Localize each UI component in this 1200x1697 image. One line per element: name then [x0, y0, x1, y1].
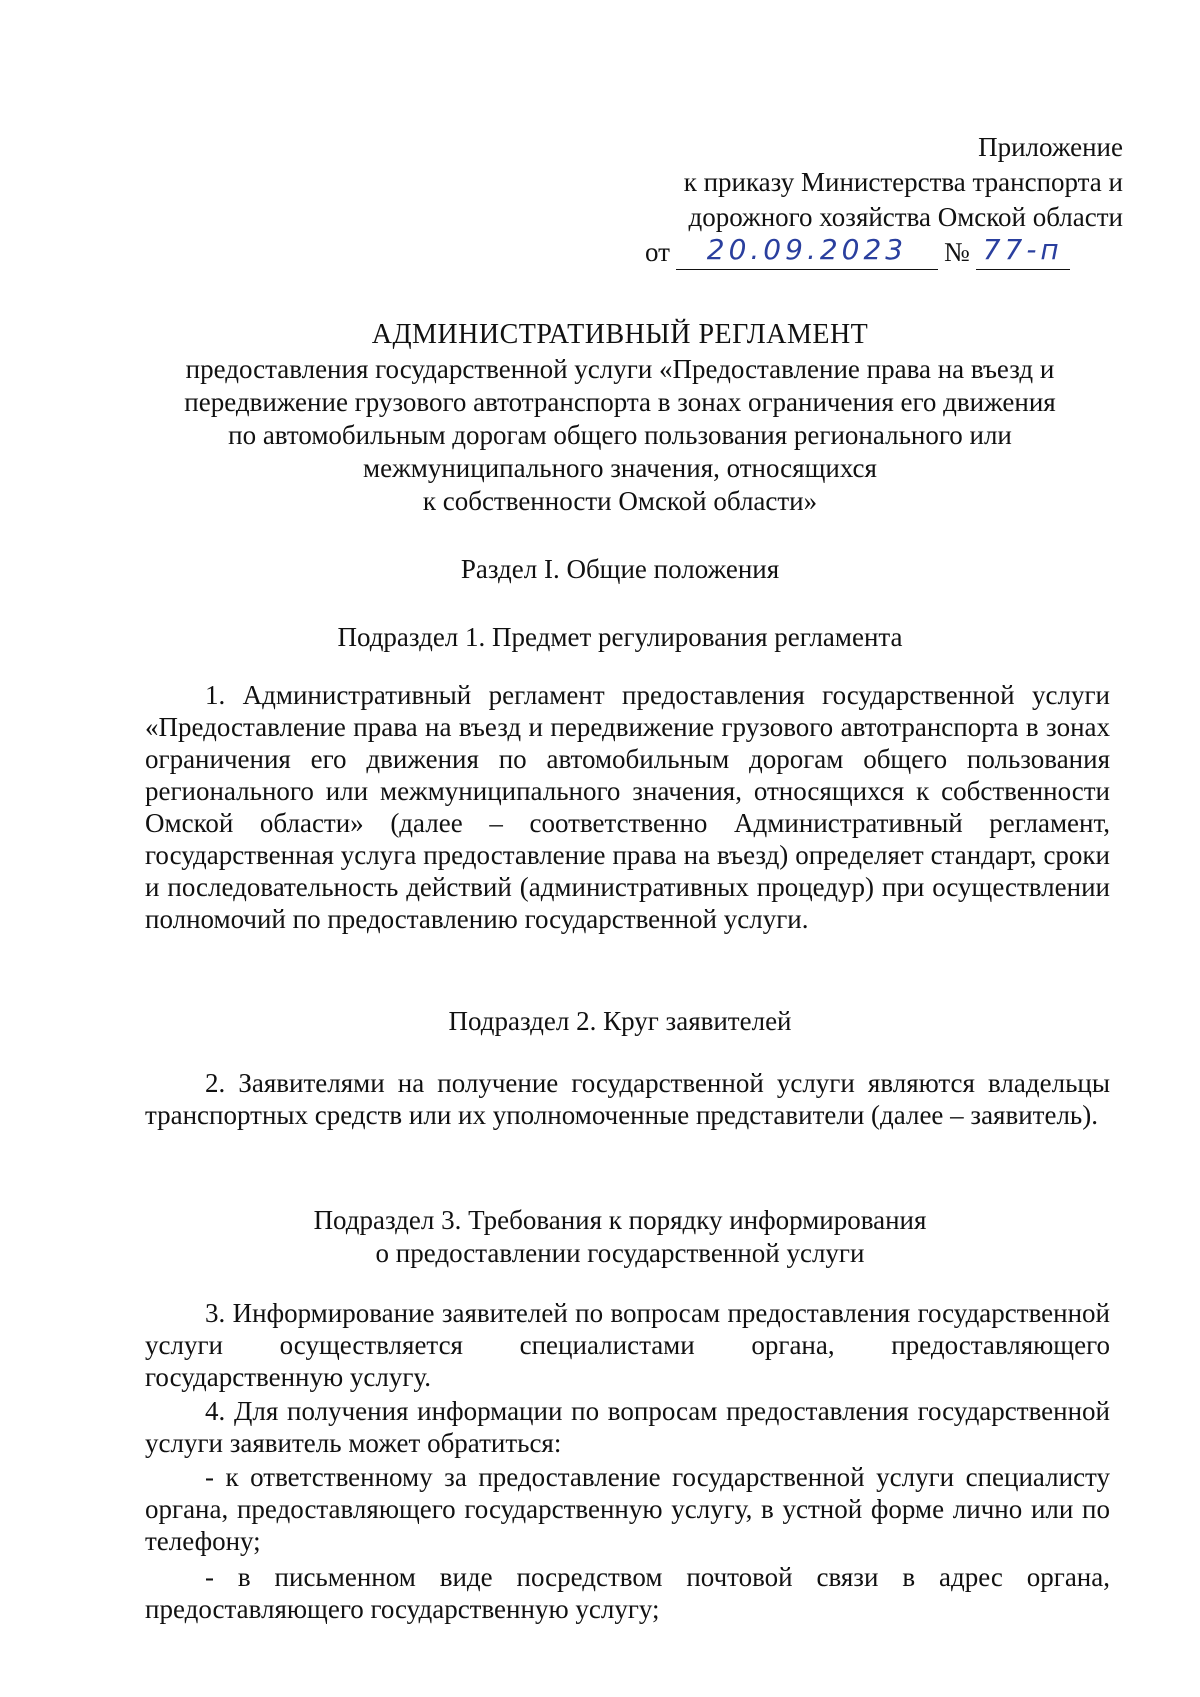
- section-heading: Раздел I. Общие положения: [460, 554, 780, 584]
- paragraph-1: 1. Административный регламент предоставления государственной услуги «Предоставление права на въезд и передвижение грузового автотранспорта в зонах ограничения его движения по автомобильным дорогам общего пользования регионального или межмуниципального значения, относящихся к собственности Омской области» (далее – соответственно Административный регламент, государственная услуга предоставление права на въезд) определяет стандарт, сроки и последовательность действий (административных процедур) при осуществлении полномочий по предоставлению государственной услуги.: [145, 680, 1110, 934]
- appendix-order-line1: к приказу Министерства транспорта и: [683, 167, 1123, 197]
- list-item: - к ответственному за предоставление государственной услуги специалисту органа, предоставляющего государственную услугу, в устной форме лично или по телефону;: [145, 1462, 1110, 1556]
- title-line: межмуниципального значения, относящихся: [363, 453, 877, 483]
- appendix-label: Приложение: [978, 132, 1123, 162]
- paragraph-3: 3. Информирование заявителей по вопросам предоставления государственной услуги осуществляется специалистами органа, предоставляющего государственную услугу.: [145, 1298, 1110, 1392]
- title-line: передвижение грузового автотранспорта в зонах ограничения его движения: [184, 387, 1056, 417]
- paragraph-2: 2. Заявителями на получение государственной услуги являются владельцы транспортных средств или их уполномоченные представители (далее – заявитель).: [145, 1068, 1110, 1130]
- date-field: [676, 235, 938, 270]
- subsection3-heading-line2: о предоставлении государственной услуги: [375, 1238, 865, 1268]
- order-date-number-row: [645, 235, 1123, 270]
- date-prefix: от: [645, 237, 670, 267]
- number-field: [976, 235, 1070, 270]
- title-main: АДМИНИСТРАТИВНЫЙ РЕГЛАМЕНТ: [371, 319, 869, 350]
- subsection3-heading: [140, 1204, 1100, 1270]
- handwritten-number: 77-п: [982, 233, 1063, 266]
- title-line: к собственности Омской области»: [422, 486, 818, 516]
- appendix-order-line2: дорожного хозяйства Омской области: [688, 202, 1123, 232]
- subsection3-heading-line1: Подраздел 3. Требования к порядку информирования: [313, 1205, 927, 1235]
- handwritten-date: 20.09.2023: [706, 233, 908, 266]
- subsection1-heading: Подраздел 1. Предмет регулирования регламента: [337, 622, 903, 652]
- regulation-title: [140, 318, 1100, 518]
- number-prefix: №: [943, 237, 970, 267]
- subsection2-heading: Подраздел 2. Круг заявителей: [448, 1006, 792, 1036]
- title-line: предоставления государственной услуги «Предоставление права на въезд и: [185, 354, 1055, 384]
- appendix-header: [645, 130, 1123, 270]
- paragraph-4: 4. Для получения информации по вопросам предоставления государственной услуги заявитель может обратиться:: [145, 1396, 1110, 1458]
- title-line: по автомобильным дорогам общего пользования регионального или: [228, 420, 1012, 450]
- list-item: - в письменном виде посредством почтовой связи в адрес органа, предоставляющего государственную услугу;: [145, 1562, 1110, 1624]
